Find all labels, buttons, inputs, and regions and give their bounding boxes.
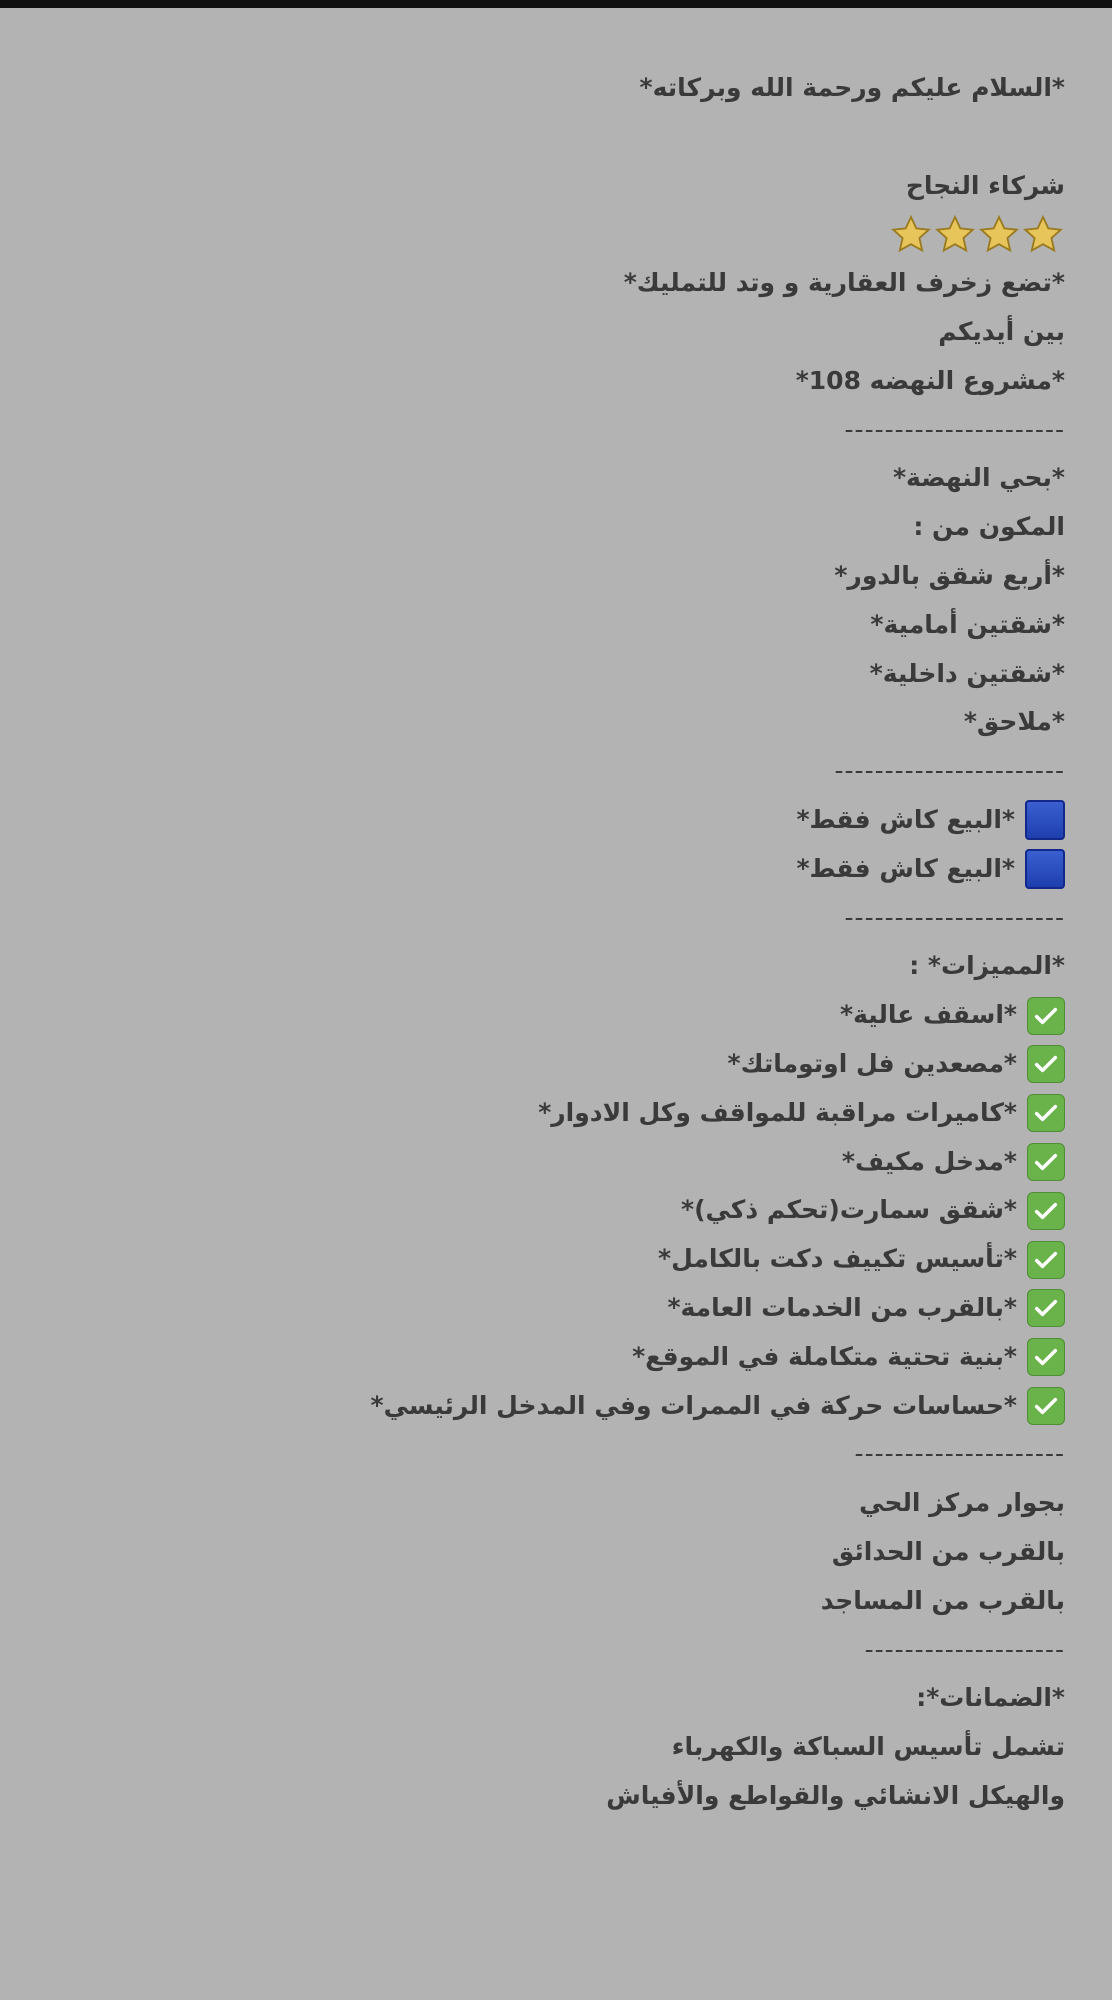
separator-text: ---------------------- bbox=[844, 414, 1065, 444]
consists-of-line bbox=[65, 503, 1065, 552]
unit-line bbox=[65, 601, 1065, 650]
location-text: بالقرب من المساجد bbox=[820, 1585, 1065, 1615]
location-text: بجوار مركز الحي bbox=[859, 1488, 1065, 1518]
feature-line bbox=[65, 1089, 1065, 1138]
unit-text: *ملاحق* bbox=[963, 707, 1065, 737]
guarantee-line bbox=[65, 1772, 1065, 1821]
star-icon bbox=[1021, 213, 1065, 257]
feature-line bbox=[65, 1333, 1065, 1382]
feature-text: *بنية تحتية متكاملة في الموقع* bbox=[632, 1341, 1017, 1371]
project-text: *مشروع النهضه 108* bbox=[795, 365, 1065, 395]
unit-text: *أربع شقق بالدور* bbox=[834, 560, 1065, 590]
separator-text: --------------------- bbox=[854, 1439, 1065, 1469]
separator bbox=[65, 894, 1065, 943]
separator bbox=[65, 1626, 1065, 1675]
sale-term-line bbox=[65, 845, 1065, 894]
feature-line bbox=[65, 1284, 1065, 1333]
unit-line bbox=[65, 552, 1065, 601]
intro-text-2: بين أيديكم bbox=[938, 316, 1065, 346]
feature-text: *حساسات حركة في الممرات وفي المدخل الرئيسي* bbox=[370, 1390, 1017, 1420]
check-mark-icon bbox=[1027, 1289, 1065, 1327]
location-line bbox=[65, 1479, 1065, 1528]
district-text: *بحي النهضة* bbox=[892, 463, 1065, 493]
partners-line bbox=[65, 162, 1065, 211]
check-mark-icon bbox=[1027, 1241, 1065, 1279]
feature-text: *مصعدين فل اوتوماتك* bbox=[727, 1048, 1017, 1078]
location-line bbox=[65, 1528, 1065, 1577]
separator bbox=[65, 747, 1065, 796]
feature-text: *اسقف عالية* bbox=[840, 1000, 1017, 1030]
unit-text: *شقتين داخلية* bbox=[869, 658, 1065, 688]
stars-row bbox=[889, 213, 1065, 257]
feature-text: *شقق سمارت(تحكم ذكي)* bbox=[681, 1195, 1017, 1225]
blank-line bbox=[65, 113, 1065, 162]
guarantee-text: والهيكل الانشائي والقواطع والأفياش bbox=[606, 1780, 1065, 1810]
check-mark-icon bbox=[1027, 1143, 1065, 1181]
intro-text-1: *تضع زخرف العقارية و وتد للتمليك* bbox=[623, 268, 1065, 298]
unit-line bbox=[65, 650, 1065, 699]
guarantees-title-text: *الضمانات*: bbox=[916, 1683, 1065, 1713]
feature-line bbox=[65, 1186, 1065, 1235]
check-mark-icon bbox=[1027, 1192, 1065, 1230]
check-mark-icon bbox=[1027, 1338, 1065, 1376]
sale-term-text: *البيع كاش فقط* bbox=[796, 804, 1015, 834]
blue-square-icon bbox=[1025, 800, 1065, 840]
district-line bbox=[65, 454, 1065, 503]
top-bar bbox=[0, 0, 1112, 8]
unit-text: *شقتين أمامية* bbox=[870, 609, 1065, 639]
separator-text: ---------------------- bbox=[844, 902, 1065, 932]
feature-line bbox=[65, 1235, 1065, 1284]
feature-text: *بالقرب من الخدمات العامة* bbox=[667, 1292, 1017, 1322]
blue-square-icon bbox=[1025, 849, 1065, 889]
feature-text: *مدخل مكيف* bbox=[841, 1146, 1017, 1176]
check-mark-icon bbox=[1027, 1045, 1065, 1083]
partners-text: شركاء النجاح bbox=[905, 170, 1065, 200]
guarantee-text: تشمل تأسيس السباكة والكهرباء bbox=[671, 1732, 1065, 1762]
intro-line-2 bbox=[65, 308, 1065, 357]
star-icon bbox=[889, 213, 933, 257]
sale-term-text: *البيع كاش فقط* bbox=[796, 853, 1015, 883]
guarantee-line bbox=[65, 1723, 1065, 1772]
separator-text: ----------------------- bbox=[834, 756, 1065, 786]
feature-text: *تأسيس تكييف دكت بالكامل* bbox=[658, 1244, 1017, 1274]
location-line bbox=[65, 1577, 1065, 1626]
feature-line bbox=[65, 1382, 1065, 1431]
feature-line bbox=[65, 991, 1065, 1040]
check-mark-icon bbox=[1027, 997, 1065, 1035]
unit-line bbox=[65, 698, 1065, 747]
project-line bbox=[65, 357, 1065, 406]
features-title-line bbox=[65, 942, 1065, 991]
features-title-text: *المميزات* : bbox=[909, 951, 1065, 981]
feature-line bbox=[65, 1138, 1065, 1187]
separator bbox=[65, 1430, 1065, 1479]
separator-text: -------------------- bbox=[864, 1634, 1065, 1664]
check-mark-icon bbox=[1027, 1387, 1065, 1425]
location-text: بالقرب من الحدائق bbox=[831, 1536, 1065, 1566]
feature-text: *كاميرات مراقبة للمواقف وكل الادوار* bbox=[538, 1097, 1017, 1127]
star-icon bbox=[933, 213, 977, 257]
message-body bbox=[65, 64, 1065, 1821]
consists-of-text: المكون من : bbox=[913, 512, 1065, 542]
intro-line-1 bbox=[65, 259, 1065, 308]
stars-line bbox=[65, 210, 1065, 259]
greeting-text: *السلام عليكم ورحمة الله وبركاته* bbox=[639, 73, 1065, 102]
greeting-line bbox=[65, 64, 1065, 113]
feature-line bbox=[65, 1040, 1065, 1089]
guarantees-title-line bbox=[65, 1674, 1065, 1723]
star-icon bbox=[977, 213, 1021, 257]
check-mark-icon bbox=[1027, 1094, 1065, 1132]
separator bbox=[65, 406, 1065, 455]
sale-term-line bbox=[65, 796, 1065, 845]
